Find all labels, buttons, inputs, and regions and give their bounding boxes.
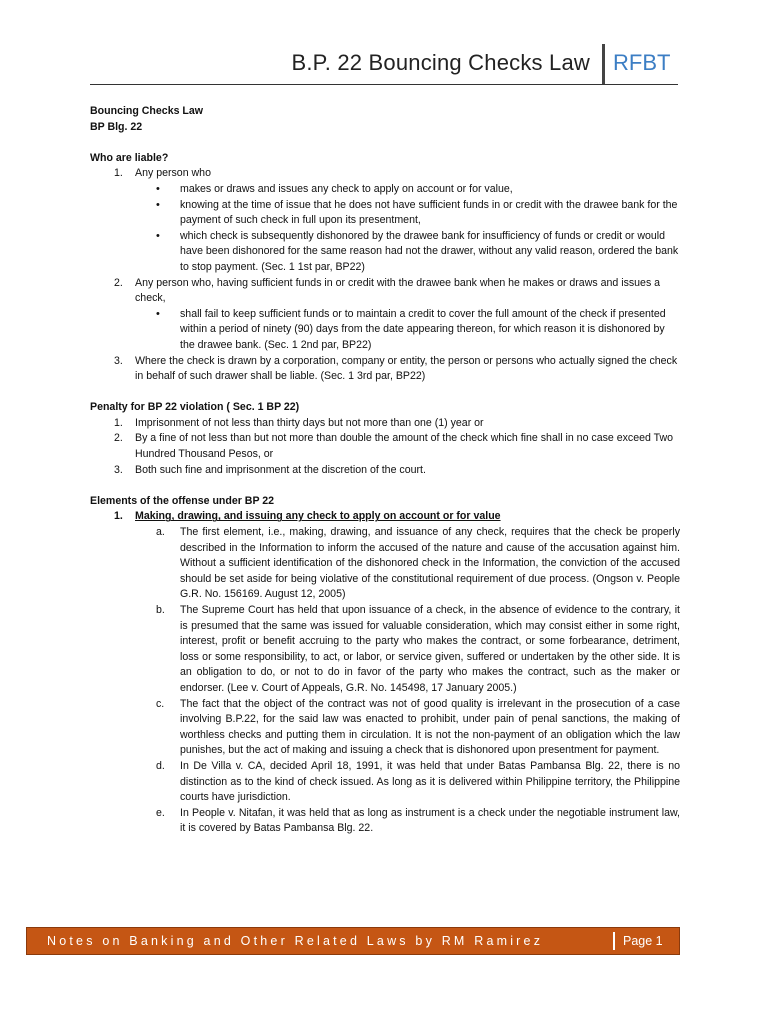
sub-item: e. In People v. Nitafan, it was held that as long as instrument is a check under the negotiable instrument law, it is covered by Batas Pambansa Blg. 22. xyxy=(156,806,680,835)
sub-item: c. The fact that the object of the contract was not of good quality is irrelevant in the prosecution of a case involving B.P.22, for the said law was enacted to prohibit, under pain of penal sanctions, the making of worthless checks and putting them in circulation. It is not the non-payment of an obligation which the law punishes, but the act of making and issuing a check that is dishonored upon presentment for payment. xyxy=(156,697,680,757)
sub-item: a. The first element, i.e., making, drawing, and issuance of any check, requires that the check be properly described in the Information to inform the accused of the nature and cause of the accusation against him. Without a sufficient identification of the dishonored check in the Information, the conviction of the accused should be set aside for being violative of the constitutional requirement of due process. (Ongson v. People G.R. No. 156169. August 12, 2005) xyxy=(156,526,680,601)
footer-divider xyxy=(613,932,615,950)
header-divider xyxy=(602,44,605,84)
doc-subtitle: BP Blg. 22 xyxy=(90,120,143,133)
page-number: Page 1 xyxy=(623,934,663,948)
section-heading-liable: Who are liable? xyxy=(90,151,169,164)
sub-item: b. The Supreme Court has held that upon issuance of a check, in the absence of evidence to the contrary, it is presumed that the same was issued for valuable consideration, which may consist either in some right, interest, profit or benefit accruing to the party who makes the contract, or some forbearance, detriment, loss or some responsibility, to act, or labor, or service given, suffered or undertaken by the other side. It is an obligation to do, or not to do in favor of the party who makes the contract, such as the maker or endorser. (Lee v. Court of Appeals, G.R. No. 145498, 17 January 2005.) xyxy=(156,604,680,694)
section-heading-elements: Elements of the offense under BP 22 xyxy=(90,494,275,507)
page-header xyxy=(90,44,678,84)
page-footer xyxy=(26,927,680,955)
doc-title: Bouncing Checks Law xyxy=(90,105,204,117)
section-heading-penalty: Penalty for BP 22 violation ( Sec. 1 BP 22) xyxy=(90,401,300,414)
header-title: B.P. 22 Bouncing Checks Law xyxy=(291,50,590,75)
list-item: 2. By a fine of not less than but not more than double the amount of the check which fine shall in no case exceed Two Hundred Thousand Pesos, or xyxy=(114,432,674,461)
element-title: Making, drawing, and issuing any check to apply on account or for value xyxy=(135,510,501,523)
bullet-item: • shall fail to keep sufficient funds or to maintain a credit to cover the full amount of the check if presented within a period of ninety (90) days from the date appearing thereon, for which reason it is dishonored by the drawee bank. (Sec. 1 2nd par, BP22) xyxy=(180,307,680,354)
list-item: 1. Any person who xyxy=(114,167,211,180)
sub-item: d. In De Villa v. CA, decided April 18, 1991, it was held that under Batas Pambansa Blg. 22, there is no distinction as to the kind of check issued. As long as it is delivered within Philippine territory, the Philippine courts have jurisdiction. xyxy=(156,759,680,804)
list-item: 3. Where the check is drawn by a corporation, company or entity, the person or persons who actually signed the check in behalf of such drawer shall be liable. (Sec. 1 3rd par, BP22) xyxy=(114,354,678,383)
list-item: 3. Both such fine and imprisonment at the discretion of the court. xyxy=(114,463,426,476)
document-body xyxy=(90,104,680,837)
bullet-list xyxy=(180,182,680,276)
bullet-item: • knowing at the time of issue that he does not have sufficient funds in or credit with the drawee bank for the payment of such check in full upon its presentment, xyxy=(180,198,680,229)
list-item: 2. Any person who, having sufficient funds in or credit with the drawee bank when he makes or draws and issues a check, xyxy=(114,276,661,305)
header-rule xyxy=(90,84,678,85)
footer-text: Notes on Banking and Other Related Laws by RM Ramirez xyxy=(47,934,544,948)
bullet-item: • which check is subsequently dishonored by the drawee bank for insufficiency of funds or credit or would have been dishonored for the same reason had not the drawer, without any valid reason, ordered the bank to stop payment. (Sec. 1 1st par, BP22) xyxy=(180,229,680,276)
bullet-item: • makes or draws and issues any check to apply on account or for value, xyxy=(180,182,680,198)
list-item: 1. Making, drawing, and issuing any check to apply on account or for value xyxy=(90,509,680,525)
header-tag: RFBT xyxy=(613,50,671,75)
bullet-list xyxy=(180,307,680,354)
list-item: 1. Imprisonment of not less than thirty days but not more than one (1) year or xyxy=(114,416,484,429)
